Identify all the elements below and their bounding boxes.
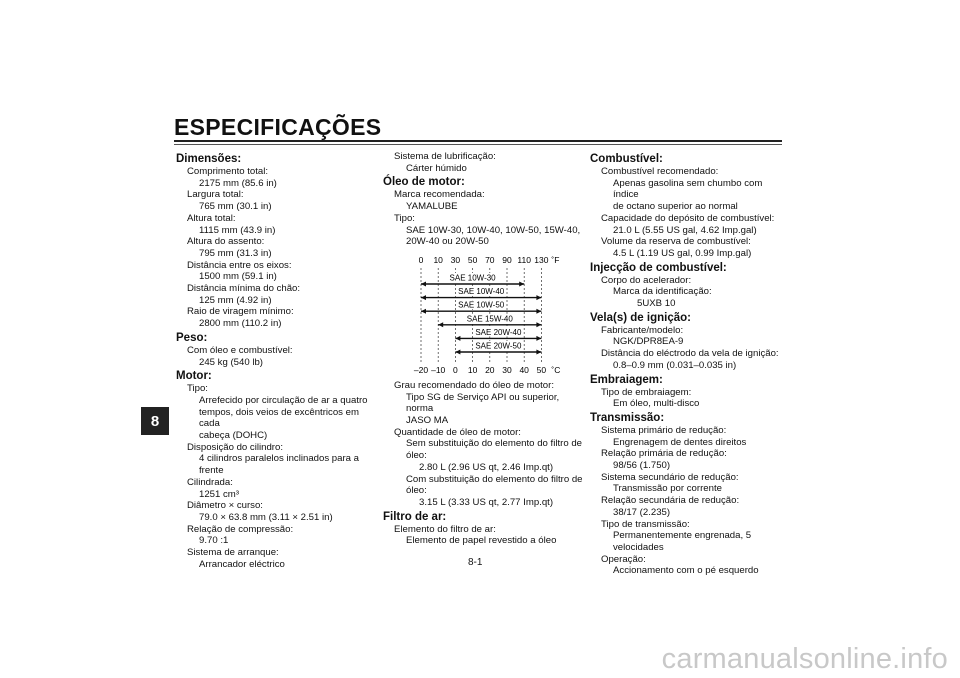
section-heading: Filtro de ar:: [383, 510, 447, 523]
arrow-right-icon: [536, 309, 541, 314]
spec-line: Sistema de arranque:: [187, 547, 279, 559]
spec-line: Sistema secundário de redução:: [601, 471, 739, 483]
arrow-left-icon: [438, 322, 443, 327]
spec-column-3: [590, 151, 786, 577]
title-rule-thin: [174, 144, 782, 145]
section-heading: Injecção de combustível:: [590, 261, 727, 274]
celsius-unit-label: ˚C: [551, 364, 561, 375]
spec-line: Relação de compressão:: [187, 523, 294, 535]
fahrenheit-tick-label: 90: [502, 254, 512, 265]
spec-line: YAMALUBE: [406, 201, 458, 213]
arrow-left-icon: [421, 281, 426, 286]
page-number: 8-1: [468, 557, 483, 568]
spec-line: Altura total:: [187, 212, 236, 224]
spec-line: Altura do assento:: [187, 236, 265, 248]
spec-line: 765 mm (30.1 in): [199, 201, 272, 213]
celsius-tick-label: 30: [502, 364, 512, 375]
watermark: carmanualsonline.info: [661, 643, 948, 675]
spec-line: óleo:: [406, 485, 427, 497]
fahrenheit-tick-label: 110: [517, 254, 531, 265]
spec-line: 5UXB 10: [637, 298, 676, 310]
arrow-right-icon: [536, 336, 541, 341]
grade-label: SAE 20W-40: [475, 327, 522, 337]
spec-line: frente: [199, 465, 224, 477]
grade-label: SAE 10W-50: [458, 300, 505, 310]
spec-line: Marca da identificação:: [613, 286, 712, 298]
spec-line: Arrancador eléctrico: [199, 558, 285, 570]
spec-column-2: [383, 151, 583, 547]
spec-line: Disposição do cilindro:: [187, 441, 283, 453]
spec-line: 2800 mm (110.2 in): [199, 318, 282, 330]
section-heading: Peso:: [176, 331, 208, 344]
spec-line: Operação:: [601, 553, 646, 565]
spec-line: Quantidade de óleo de motor:: [394, 426, 521, 438]
arrow-right-icon: [536, 322, 541, 327]
celsius-tick-label: 0: [453, 364, 458, 375]
section-heading: Motor:: [176, 370, 212, 383]
spec-line: 38/17 (2.235): [613, 506, 671, 518]
page-title: ESPECIFICAÇÕES: [174, 114, 382, 140]
spec-line: 20W-40 ou 20W-50: [406, 236, 489, 248]
arrow-left-icon: [455, 336, 460, 341]
spec-line: Elemento de papel revestido a óleo: [406, 535, 557, 547]
section-heading: Embraiagem:: [590, 373, 663, 386]
spec-line: Sistema de lubrificação:: [394, 151, 496, 162]
spec-line: Largura total:: [187, 189, 244, 201]
spec-line: 3.15 L (3.33 US qt, 2.77 Imp.qt): [419, 496, 554, 508]
fahrenheit-tick-label: 0: [418, 254, 424, 265]
spec-line: Cárter húmido: [406, 162, 467, 174]
grade-label: SAE 20W-50: [475, 341, 522, 351]
spec-line: velocidades: [613, 541, 664, 553]
spec-line: Capacidade do depósito de combustível:: [601, 212, 775, 224]
spec-line: NGK/DPR8EA-9: [613, 336, 684, 348]
fahrenheit-tick-label: 50: [467, 254, 478, 265]
spec-line: 1251 cm³: [199, 488, 239, 500]
spec-line: Cilindrada:: [187, 476, 233, 488]
spec-line: Relação primária de redução:: [601, 448, 727, 460]
spec-line: Transmissão por corrente: [613, 483, 722, 495]
spec-line: Grau recomendado do óleo de motor:: [394, 379, 554, 391]
spec-line: Permanentemente engrenada, 5: [613, 530, 752, 542]
spec-line: Volume da reserva de combustível:: [601, 236, 751, 248]
spec-line: Tipo:: [394, 212, 415, 224]
spec-line: Tipo SG de Serviço API ou superior, norma: [406, 391, 560, 415]
arrow-left-icon: [421, 295, 426, 300]
section-heading: Dimensões:: [176, 153, 242, 165]
celsius-tick-label: 40: [519, 364, 529, 375]
spec-line: tempos, dois veios de excêntricos em cada: [199, 406, 359, 430]
celsius-tick-label: –20: [413, 364, 429, 375]
fahrenheit-tick-label: 10: [433, 254, 443, 265]
spec-line: 79.0 × 63.8 mm (3.11 × 2.51 in): [199, 511, 333, 523]
arrow-right-icon: [536, 295, 541, 300]
spec-line: 9.70 :1: [199, 535, 229, 547]
spec-line: 795 mm (31.3 in): [199, 247, 272, 259]
spec-line: Accionamento com o pé esquerdo: [613, 565, 759, 577]
spec-line: 245 kg (540 lb): [199, 356, 263, 368]
spec-line: Comprimento total:: [187, 166, 269, 177]
spec-line: 4.5 L (1.19 US gal, 0.99 Imp.gal): [613, 247, 752, 259]
section-heading: Vela(s) de ignição:: [590, 311, 691, 324]
chapter-tab: 8: [141, 407, 169, 435]
section-heading: Combustível:: [590, 153, 663, 165]
spec-line: 2.80 L (2.96 US qt, 2.46 Imp.qt): [419, 461, 554, 473]
title-rule: [174, 140, 782, 142]
spec-line: Elemento do filtro de ar:: [394, 523, 496, 535]
spec-line: 21.0 L (5.55 US gal, 4.62 Imp.gal): [613, 224, 757, 236]
spec-line: JASO MA: [406, 415, 449, 427]
spec-line: Fabricante/modelo:: [601, 324, 684, 336]
spec-line: 125 mm (4.92 in): [199, 294, 272, 306]
spec-line: Distância do eléctrodo da vela de ignição:: [601, 348, 779, 360]
spec-line: Engrenagem de dentes direitos: [613, 436, 747, 448]
spec-line: 4 cilindros paralelos inclinados para a: [199, 453, 359, 465]
spec-line: 2175 mm (85.6 in): [199, 177, 277, 189]
spec-line: Arrefecido por circulação de ar a quatro: [199, 394, 368, 406]
grade-label: SAE 10W-30: [449, 273, 496, 283]
spec-line: Distância entre os eixos:: [187, 259, 292, 271]
arrow-right-icon: [536, 349, 541, 354]
spec-line: Corpo do acelerador:: [601, 274, 692, 286]
spec-line: Marca recomendada:: [394, 189, 485, 201]
grade-label: SAE 15W-40: [466, 314, 513, 324]
spec-line: SAE 10W-30, 10W-40, 10W-50, 15W-40,: [406, 224, 581, 236]
section-heading: Transmissão:: [590, 411, 665, 424]
grade-label: SAE 10W-40: [458, 287, 505, 297]
spec-line: Com óleo e combustível:: [187, 344, 293, 356]
spec-line: óleo:: [406, 450, 427, 462]
arrow-left-icon: [421, 309, 426, 314]
spec-line: 1500 mm (59.1 in): [199, 271, 277, 283]
spec-line: Relação secundária de redução:: [601, 495, 740, 507]
spec-line: cabeça (DOHC): [199, 430, 268, 442]
spec-column-1: [176, 151, 372, 571]
spec-line: Sem substituição do elemento do filtro de: [406, 438, 582, 450]
oil-viscosity-chart: [401, 254, 581, 376]
spec-line: 0.8–0.9 mm (0.031–0.035 in): [613, 359, 737, 371]
fahrenheit-tick-label: 30: [450, 254, 461, 265]
spec-line: Sistema primário de redução:: [601, 424, 727, 436]
celsius-tick-label: 20: [485, 364, 495, 375]
spec-line: Apenas gasolina sem chumbo com índice: [613, 177, 763, 201]
spec-line: Com substituição do elemento do filtro de: [406, 473, 583, 485]
fahrenheit-tick-label: 130: [534, 254, 549, 265]
spec-line: Combustível recomendado:: [601, 166, 719, 177]
celsius-tick-label: 50: [536, 364, 547, 375]
spec-line: Raio de viragem mínimo:: [187, 306, 294, 318]
spec-line: de octano superior ao normal: [613, 201, 738, 213]
spec-line: Tipo de embraiagem:: [601, 386, 692, 398]
spec-line: Tipo de transmissão:: [601, 518, 690, 530]
spec-line: Em óleo, multi-disco: [613, 398, 700, 410]
fahrenheit-unit-label: ˚F: [551, 254, 560, 265]
spec-line: 1115 mm (43.9 in): [199, 224, 276, 236]
spec-line: 98/56 (1.750): [613, 460, 671, 472]
arrow-left-icon: [455, 349, 460, 354]
celsius-tick-label: –10: [431, 364, 446, 375]
arrow-right-icon: [519, 281, 524, 286]
celsius-tick-label: 10: [467, 364, 478, 375]
spec-line: Tipo:: [187, 383, 208, 395]
fahrenheit-tick-label: 70: [485, 254, 495, 265]
spec-line: Distância mínima do chão:: [187, 283, 301, 295]
section-heading: Óleo de motor:: [383, 176, 465, 189]
spec-line: Diâmetro × curso:: [187, 500, 263, 512]
